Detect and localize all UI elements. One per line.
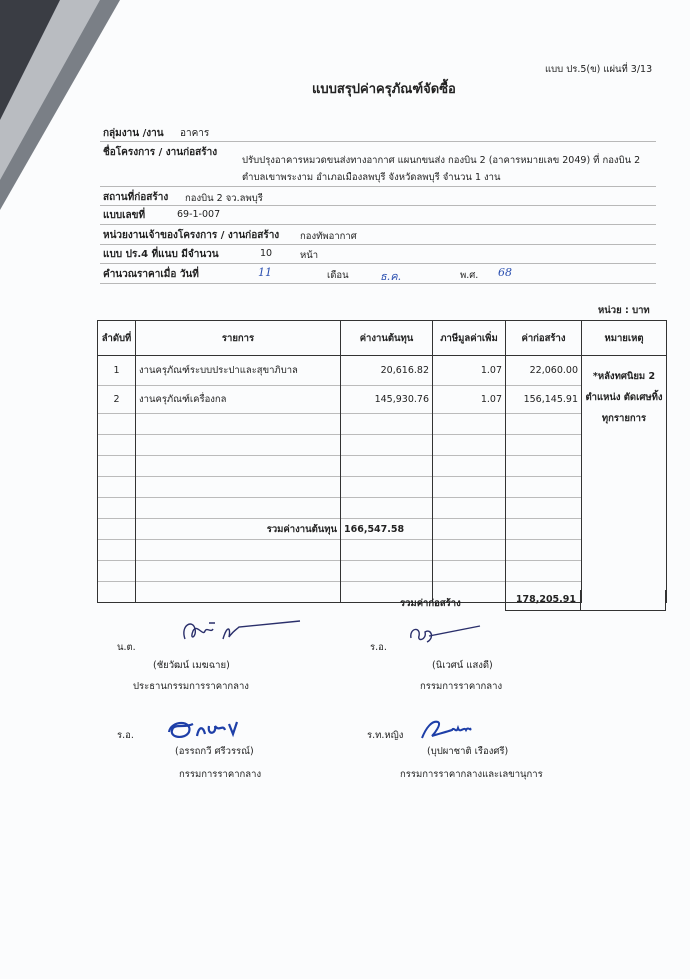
signature-1 bbox=[175, 617, 305, 647]
signer-2-rank: ร.อ. bbox=[370, 642, 387, 653]
site-label: สถานที่ก่อสร้าง bbox=[103, 192, 169, 203]
signer-1-role: ประธานกรรมการราคากลาง bbox=[133, 681, 249, 692]
pr4-unit: หน้า bbox=[300, 250, 319, 261]
calc-day: 11 bbox=[258, 266, 272, 279]
signature-4 bbox=[418, 716, 478, 742]
divider bbox=[100, 141, 656, 142]
site-value: กองบิน 2 จว.ลพบุรี bbox=[185, 193, 263, 204]
grand-total-remark-cell bbox=[580, 590, 666, 611]
grand-total-label: รวมค่าก่อสร้าง bbox=[400, 598, 461, 609]
header-remark: หมายเหตุ bbox=[582, 321, 667, 356]
divider bbox=[100, 244, 656, 245]
header-no: ลำดับที่ bbox=[98, 321, 136, 356]
row-vat: 1.07 bbox=[433, 386, 506, 414]
row-no: 1 bbox=[98, 356, 136, 386]
calc-month: ธ.ค. bbox=[380, 270, 402, 283]
project-label: ชื่อโครงการ / งานก่อสร้าง bbox=[103, 147, 218, 158]
group-value: อาคาร bbox=[180, 128, 210, 139]
signature-3 bbox=[163, 716, 253, 742]
unit-label: หน่วย : บาท bbox=[598, 305, 650, 316]
form-code: แบบ ปร.5(ข) แผ่นที่ 3/13 bbox=[545, 64, 653, 75]
row-total: 156,145.91 bbox=[506, 386, 582, 414]
table-row bbox=[98, 386, 667, 414]
signer-3-role: กรรมการราคากลาง bbox=[179, 769, 262, 780]
page-title: แบบสรุปค่าครุภัณฑ์จัดซื้อ bbox=[312, 82, 456, 97]
remark-note: *หลังทศนิยม 2 ตำแหน่ง ตัดเศษทิ้งทุกรายการ bbox=[582, 356, 667, 603]
divider bbox=[100, 283, 656, 284]
page-corner-dark bbox=[0, 0, 60, 120]
divider bbox=[100, 263, 656, 264]
empty-row bbox=[98, 477, 667, 498]
row-cost: 20,616.82 bbox=[341, 356, 433, 386]
owner-value: กองทัพอากาศ bbox=[300, 231, 357, 242]
signer-1-rank: น.ต. bbox=[117, 642, 136, 653]
signer-4-name: (บุปผาชาติ เรืองศรี) bbox=[427, 746, 509, 757]
subtotal-value: 166,547.58 bbox=[341, 519, 433, 540]
row-total: 22,060.00 bbox=[506, 356, 582, 386]
subtotal-label: รวมค่างานต้นทุน bbox=[136, 519, 341, 540]
plan-number-label: แบบเลขที่ bbox=[103, 210, 146, 221]
pr4-count: 10 bbox=[260, 248, 273, 259]
pr4-label: แบบ ปร.4 ที่แนบ มีจำนวน bbox=[103, 249, 219, 260]
empty-row bbox=[98, 435, 667, 456]
signer-3-name: (อรรถกวี ศรีวรรณ์) bbox=[175, 746, 254, 757]
header-vat: ภาษีมูลค่าเพิ่ม bbox=[433, 321, 506, 356]
divider bbox=[100, 205, 656, 206]
signer-2-role: กรรมการราคากลาง bbox=[420, 681, 503, 692]
plan-number-value: 69-1-007 bbox=[177, 209, 221, 220]
owner-label: หน่วยงานเจ้าของโครงการ / งานก่อสร้าง bbox=[103, 230, 280, 241]
calc-date-label: คำนวณราคาเมื่อ วันที่ bbox=[103, 269, 199, 280]
signature-2 bbox=[405, 622, 485, 650]
signer-2-name: (นิเวศน์ แสงดี) bbox=[432, 660, 493, 671]
signer-4-role: กรรมการราคากลางและเลขานุการ bbox=[400, 769, 543, 780]
table-row bbox=[98, 356, 667, 386]
empty-row bbox=[98, 561, 667, 582]
row-item: งานครุภัณฑ์ระบบประปาและสุขาภิบาล bbox=[136, 356, 341, 386]
signer-4-rank: ร.ท.หญิง bbox=[367, 730, 404, 741]
project-line-2: ตำบลเขาพระงาม อำเภอเมืองลพบุรี จังหวัดลพบุรี จำนวน 1 งาน bbox=[242, 172, 501, 183]
header-total: ค่าก่อสร้าง bbox=[506, 321, 582, 356]
year-label: พ.ศ. bbox=[460, 270, 479, 281]
table-header-row bbox=[98, 321, 667, 356]
group-label: กลุ่มงาน /งาน bbox=[103, 128, 164, 139]
grand-total-value: 178,205.91 bbox=[505, 590, 581, 611]
empty-row bbox=[98, 456, 667, 477]
divider bbox=[100, 224, 656, 225]
cost-summary-table bbox=[97, 320, 667, 603]
row-vat: 1.07 bbox=[433, 356, 506, 386]
month-label: เดือน bbox=[327, 270, 349, 281]
empty-row bbox=[98, 498, 667, 519]
empty-row bbox=[98, 540, 667, 561]
divider bbox=[100, 186, 656, 187]
project-line-1: ปรับปรุงอาคารหมวดขนส่งทางอากาศ แผนกขนส่ง กองบิน 2 (อาคารหมายเลข 2049) ที่ กองบิน 2 bbox=[242, 155, 641, 166]
row-no: 2 bbox=[98, 386, 136, 414]
subtotal-row bbox=[98, 519, 667, 540]
header-cost: ค่างานต้นทุน bbox=[341, 321, 433, 356]
header-item: รายการ bbox=[136, 321, 341, 356]
signer-3-rank: ร.อ. bbox=[117, 730, 134, 741]
signer-1-name: (ชัยวัฒน์ เมฆฉาย) bbox=[153, 660, 230, 671]
row-cost: 145,930.76 bbox=[341, 386, 433, 414]
calc-year: 68 bbox=[498, 266, 512, 279]
empty-row bbox=[98, 414, 667, 435]
row-item: งานครุภัณฑ์เครื่องกล bbox=[136, 386, 341, 414]
